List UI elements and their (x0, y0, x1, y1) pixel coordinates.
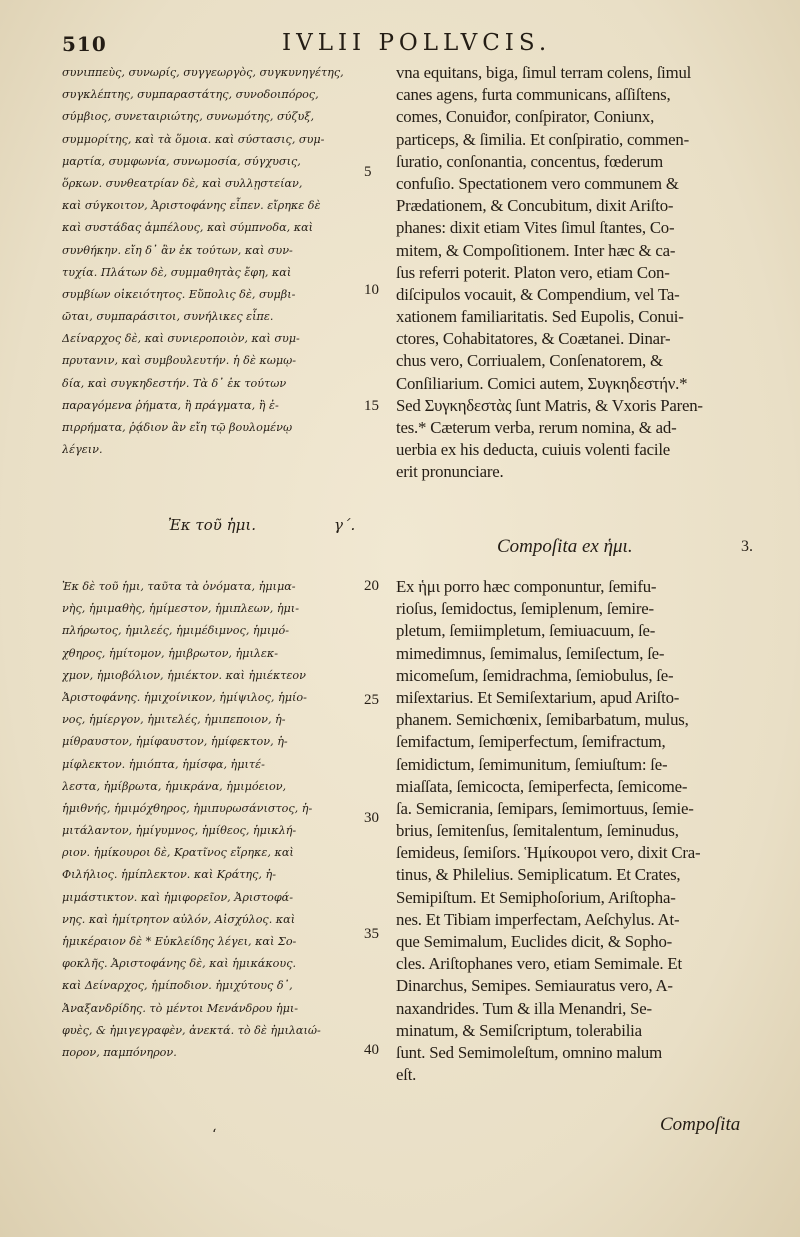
latin-line: phanes: dixit etiam Vites ſimul ſtantes, Co- (396, 218, 675, 238)
greek-line: Ἀριστοφάνης. ἡμιχοίνικον, ἡμίψιλος, ἡμίο- (62, 690, 307, 704)
latin-line: tes.* Cæterum verba, rerum nomina, & ad- (396, 418, 677, 437)
latin-line: Prædationem, & Concubitum, dixit Ariſto- (396, 196, 674, 216)
section-heading-greek: Ἐκ τοῦ ἡμι. (168, 516, 257, 534)
greek-line: νὴς, ἡμιμαθὴς, ἡμίμεστον, ἡμιπλεων, ἡμι- (62, 602, 299, 616)
latin-line: ſemidictum, ſemimunitum, ſemiuſtum: ſe- (396, 754, 668, 774)
greek-line: συμβίων οἰκειότητος. Εὔπολις δὲ, συμβι- (62, 287, 296, 301)
latin-line: naxandrides. Tum & illa Menandri, Se- (396, 998, 652, 1018)
greek-column-upper (62, 62, 362, 461)
greek-line: συγκλέπτης, συμπαραστάτης, συνοδοιπόρος, (62, 88, 319, 102)
greek-line: μίθραυστον, ἡμίφαυστον, ἡμίφεκτον, ἡ- (62, 735, 288, 749)
latin-line: vna equitans, biga, ſimul terram colens, ſimul (396, 63, 692, 82)
latin-line: ſus referri poterit. Platon vero, etiam Con- (396, 262, 670, 282)
greek-line: νος, ἡμίεργον, ἡμιτελές, ἡμιπεποιον, ἡ- (62, 713, 286, 727)
latin-line: Sed Συγκηδεστὰς ſunt Matris, & Vxoris Paren- (396, 395, 703, 415)
greek-line: φοκλῆς. Ἀριστοφάνης δὲ, καὶ ἡμικάκους. (62, 957, 297, 971)
line-number: 5 (364, 164, 372, 180)
greek-line: συνθήκην. εἴη δ᾽ ἂν ἐκ τούτων, καὶ συν- (62, 243, 293, 257)
section-heading-latin: Compoſita ex ἡμι. (497, 536, 633, 557)
latin-line: phanem. Semichœnix, ſemibarbatum, mulus, (396, 710, 689, 730)
latin-line: pletum, ſemiimpletum, ſemiuacuum, ſe- (396, 621, 656, 641)
latin-column-upper (396, 62, 772, 484)
line-number: 10 (364, 282, 379, 298)
latin-line: ſunt. Sed Semimoleſtum, omnino malum (396, 1042, 662, 1062)
greek-line: Ἐκ δὲ τοῦ ἡμι, ταῦτα τὰ ὀνόματα, ἡμιμα- (62, 580, 296, 593)
latin-line: mitem, & Compoſitionem. Inter hæc & ca- (396, 240, 676, 260)
latin-line: brius, ſemitenſus, ſemitalentum, ſeminudus, (396, 821, 679, 841)
greek-line: πιρρήματα, ῥᾴδιον ἂν εἴη τῷ βουλομένῳ (62, 421, 293, 434)
latin-line: canes agens, furta communicans, aſſiſtens, (396, 85, 671, 105)
ink-mark: ‘ (212, 1127, 217, 1143)
latin-line: ſuratio, conſonantia, concentus, fœderum (396, 151, 663, 171)
greek-line: δία, καὶ συγκηδεστήν. Τὰ δ᾽ ἐκ τούτων (62, 376, 287, 390)
greek-line: μιτάλαντον, ἡμίγυμνος, ἡμίθεος, ἡμικλή- (62, 824, 297, 838)
latin-line: ſemideus, ſemiſors. Ἡμίκουροι vero, dixit Cra- (396, 843, 701, 863)
latin-column-lower (396, 576, 772, 1086)
page-number: 510 (62, 32, 107, 56)
latin-line: Ex ἡμι porro hæc componuntur, ſemifu- (396, 577, 657, 596)
greek-line: συμμορίτης, καὶ τὰ ὅμοια. καὶ σύστασις, συμ- (62, 132, 325, 146)
line-number: 35 (364, 926, 379, 942)
latin-line: tinus, & Philelius. Semiplicatum. Et Crates, (396, 865, 681, 885)
latin-line: Dinarchus, Semipes. Semiauratus vero, A- (396, 976, 673, 996)
latin-line: particeps, & ſimilia. Et conſpiratio, commen- (396, 129, 689, 149)
line-number: 20 (364, 578, 379, 594)
greek-line: συνιππεὺς, συνωρίς, συγγεωργὸς, συγκυνηγέτης, (62, 66, 344, 79)
latin-line: rioſus, ſemidoctus, ſemiplenum, ſemire- (396, 599, 654, 619)
greek-line: ριον. ἡμίκουροι δὲ, Κρατῖνος εἴρηκε, καὶ (62, 846, 294, 860)
latin-line: erit pronunciare. (396, 462, 504, 482)
greek-line: μιμάστικτον. καὶ ἡμιφορεῖον, Ἀριστοφά- (62, 890, 294, 904)
latin-line: Semipiſtum. Et Semiphoſorium, Ariſtopha- (396, 887, 676, 907)
greek-line: παραγόμενα ῥήματα, ἢ πράγματα, ἢ ἐ- (62, 398, 279, 412)
section-number-greek: γ´. (334, 516, 356, 534)
greek-line: ἡμικέραιον δὲ * Εὐκλείδης λέγει, καὶ Σο- (62, 935, 297, 948)
latin-line: micomeſum, ſemidrachma, ſemiobulus, ſe- (396, 665, 674, 685)
greek-line: χμον, ἡμιοβόλιον, ἡμιέκτον. καὶ ἡμιέκτεον (62, 668, 306, 682)
latin-line: ctores, Cohabitatores, & Coætanei. Dinar- (396, 329, 671, 349)
latin-line: minatum, & Semiſcriptum, tolerabilia (396, 1020, 642, 1040)
latin-line: diſcipulos vocauit, & Compendium, vel Ta- (396, 284, 680, 304)
greek-line: νης. καὶ ἡμίτρητον αὐλόν, Αἰσχύλος. καὶ (62, 912, 296, 926)
page-header (0, 30, 800, 60)
latin-line: comes, Conuiđor, conſpirator, Coniunx, (396, 107, 655, 127)
greek-line: φυὲς, & ἡμιγεγραφὲν, ἀνεκτά. τὸ δὲ ἡμιλαιώ- (62, 1023, 321, 1037)
greek-line: τυχία. Πλάτων δὲ, συμμαθητὰς ἔφη, καὶ (62, 265, 292, 279)
greek-line: καὶ σύγκοιτον, Ἀριστοφάνης εἶπεν. εἴρηκε δὲ (62, 199, 321, 213)
latin-line: nes. Et Tibiam imperfectam, Aeſchylus. At- (396, 909, 680, 929)
greek-line: μαρτία, συμφωνία, συνωμοσία, σύγχυσις, (62, 154, 301, 168)
line-number: 30 (364, 810, 379, 826)
latin-line: xationem familiaritatis. Sed Eupolis, Conui- (396, 307, 684, 327)
latin-line: eſt. (396, 1065, 417, 1085)
latin-line: chus vero, Corriualem, Conſenatorem, & (396, 351, 663, 371)
section-number-latin: 3. (741, 538, 753, 555)
latin-line: mimedimnus, ſemimalus, ſemiſectum, ſe- (396, 643, 665, 663)
greek-line: Δείναρχος δὲ, καὶ συνιεροποιὸν, καὶ συμ- (62, 332, 300, 346)
latin-line: uerbia ex his deducta, cuiuis volenti facile (396, 440, 671, 460)
latin-line: miaſſata, ſemicocta, ſemiperfecta, ſemicome- (396, 776, 688, 796)
greek-line: ὅρκων. συνθεατρίαν δὲ, καὶ συλλῃστείαν, (62, 176, 303, 190)
greek-line: μίφλεκτον. ἡμιόπτα, ἡμίσφα, ἡμιτέ- (62, 757, 265, 771)
greek-line: λεστα, ἡμίβρωτα, ἡμικράνα, ἡμιμόειον, (62, 779, 287, 793)
latin-line: que Semimalum, Euclides dicit, & Sopho- (396, 932, 673, 951)
greek-line: πορον, παμπόνηρον. (62, 1045, 177, 1059)
greek-line: χθηρος, ἡμίτομον, ἡμιβρωτον, ἡμιλεκ- (62, 646, 279, 660)
greek-line: λέγειν. (62, 443, 103, 457)
latin-line: cles. Ariſtophanes vero, etiam Semimale. Et (396, 954, 682, 974)
greek-line: σύμβιος, συνεταιριώτης, συνωμότης, σύζυξ, (62, 110, 315, 124)
greek-line: καὶ Δείναρχος, ἡμίποδιον. ἡμιχύτους δ᾽, (62, 979, 293, 993)
greek-line: πρυτανιν, καὶ συμβουλευτήν. ἡ δὲ κωμῳ- (62, 354, 297, 368)
greek-line: καὶ συστάδας ἀμπέλους, καὶ σύμπνοδα, καὶ (62, 221, 314, 235)
greek-line: ῶται, συμπαράσιτοι, συνήλικες εἶπε. (62, 310, 274, 324)
line-number: 15 (364, 398, 379, 414)
greek-line: Ἀναξανδρίδης. τὸ μέντοι Μενάνδρου ἡμι- (62, 1001, 299, 1015)
line-number: 25 (364, 692, 379, 708)
line-number: 40 (364, 1042, 379, 1058)
greek-line: ἡμιθνής, ἡμιμόχθηρος, ἡμιπυρωσάνιστος, ἡ- (62, 801, 313, 815)
running-title: IVLII POLLVCIS. (282, 30, 552, 56)
catchword: Compoſita (660, 1114, 741, 1135)
greek-line: πλήρωτος, ἡμιλεές, ἡμιμέδιμνος, ἡμιμό- (62, 624, 290, 638)
latin-line: confuſio. Spectationem vero communem & (396, 173, 679, 193)
latin-line: Conſiliarium. Comici autem, Συγκηδεστήν.* (396, 373, 688, 393)
latin-line: miſextarius. Et Semiſextarium, apud Ariſto- (396, 687, 680, 707)
latin-line: ſa. Semicrania, ſemipars, ſemimortuus, ſemie- (396, 798, 694, 818)
latin-line: ſemifactum, ſemiperfectum, ſemifractum, (396, 732, 666, 752)
greek-line: Φιλήλιος. ἡμίπλεκτον. καὶ Κράτης, ἡ- (62, 868, 276, 882)
greek-column-lower (62, 576, 362, 1064)
